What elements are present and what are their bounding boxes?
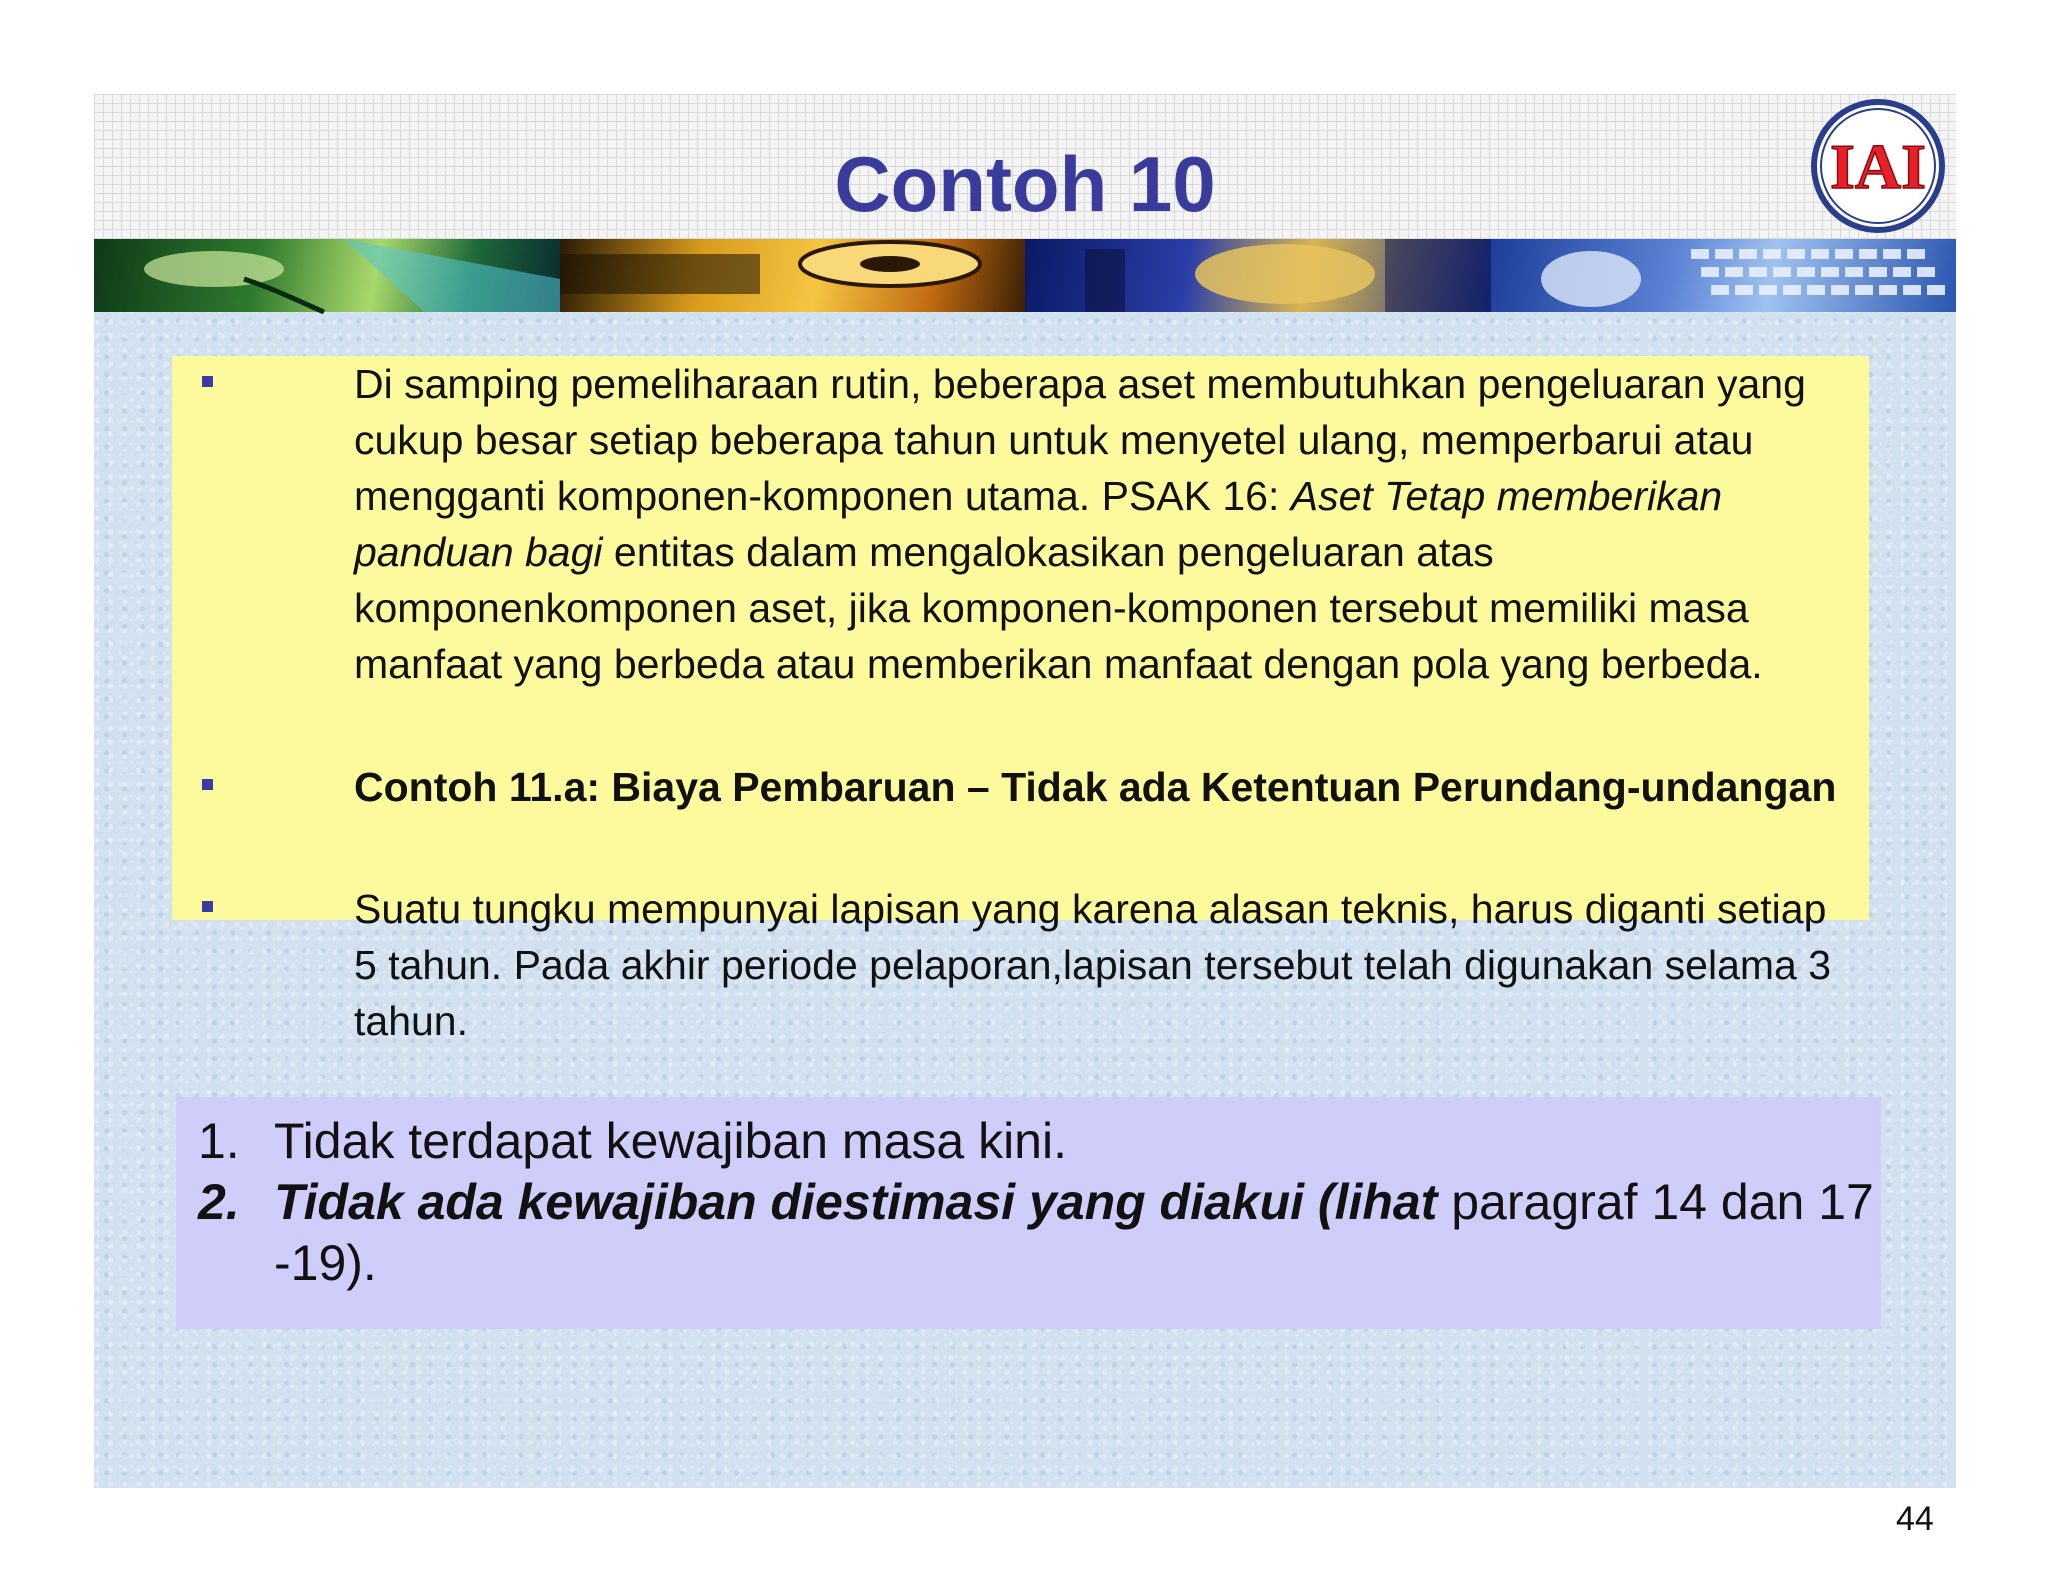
slide (94, 94, 1956, 1538)
bullet-text-italic: Aset Tetap memberikan panduan bagi (354, 473, 1723, 575)
square-bullet-icon (202, 376, 213, 387)
bullet-text (354, 356, 1854, 692)
list-number: 1. (198, 1113, 240, 1169)
iai-logo (1810, 98, 1946, 234)
mouse-icon (94, 239, 560, 312)
list-text-emphasis: Tidak ada kewajiban diestimasi yang diakui (lihat (274, 1174, 1438, 1230)
bullet-text-part: entitas dalam mengalokasikan pengeluaran atas komponenkomponen aset, jika komponen-komponen tersebut memiliki masa manfaat yang berbeda atau memberikan manfaat dengan pola yang berbeda. (354, 529, 1763, 687)
slide-title: Contoh 10 (834, 140, 1216, 228)
banner-panel-keyboard (1491, 239, 1957, 312)
square-bullet-icon (202, 779, 213, 790)
answer-box (176, 1097, 1881, 1329)
square-bullet-icon (202, 901, 213, 912)
photo-banner (94, 239, 1956, 312)
list-text: Tidak terdapat kewajiban masa kini. (274, 1113, 1067, 1169)
keyboard-icon (1491, 239, 1957, 312)
bullet-heading: Contoh 11.a: Biaya Pembaruan – Tidak ada Ketentuan Perundang-undangan (354, 764, 1837, 810)
banner-panel-mouse (94, 239, 560, 312)
page-number: 44 (1896, 1500, 1934, 1538)
banner-panel-harddisk (560, 239, 1026, 312)
hand-icon (1025, 239, 1491, 312)
logo-text: IAI (1829, 131, 1927, 202)
list-number: 2. (198, 1174, 240, 1230)
banner-panel-hand (1025, 239, 1491, 312)
harddisk-icon (560, 239, 1026, 312)
list-text-rest: paragraf 14 dan 17 -19). (274, 1174, 1874, 1291)
list-text (274, 1172, 1874, 1294)
bullet-text: Suatu tungku mempunyai lapisan yang karena alasan teknis, harus diganti setiap 5 tahun. Pada akhir periode pelaporan,lapisan tersebut telah digunakan selama 3 tahun. (354, 886, 1832, 1044)
content-box (172, 356, 1869, 1044)
bullet-text-part: Di samping pemeliharaan rutin, beberapa aset membutuhkan pengeluaran yang cukup besar setiap beberapa tahun untuk menyetel ulang, memperbarui atau mengganti komponen-komponen utama. PSAK 16: (354, 361, 1806, 519)
slide-header (94, 94, 1956, 239)
